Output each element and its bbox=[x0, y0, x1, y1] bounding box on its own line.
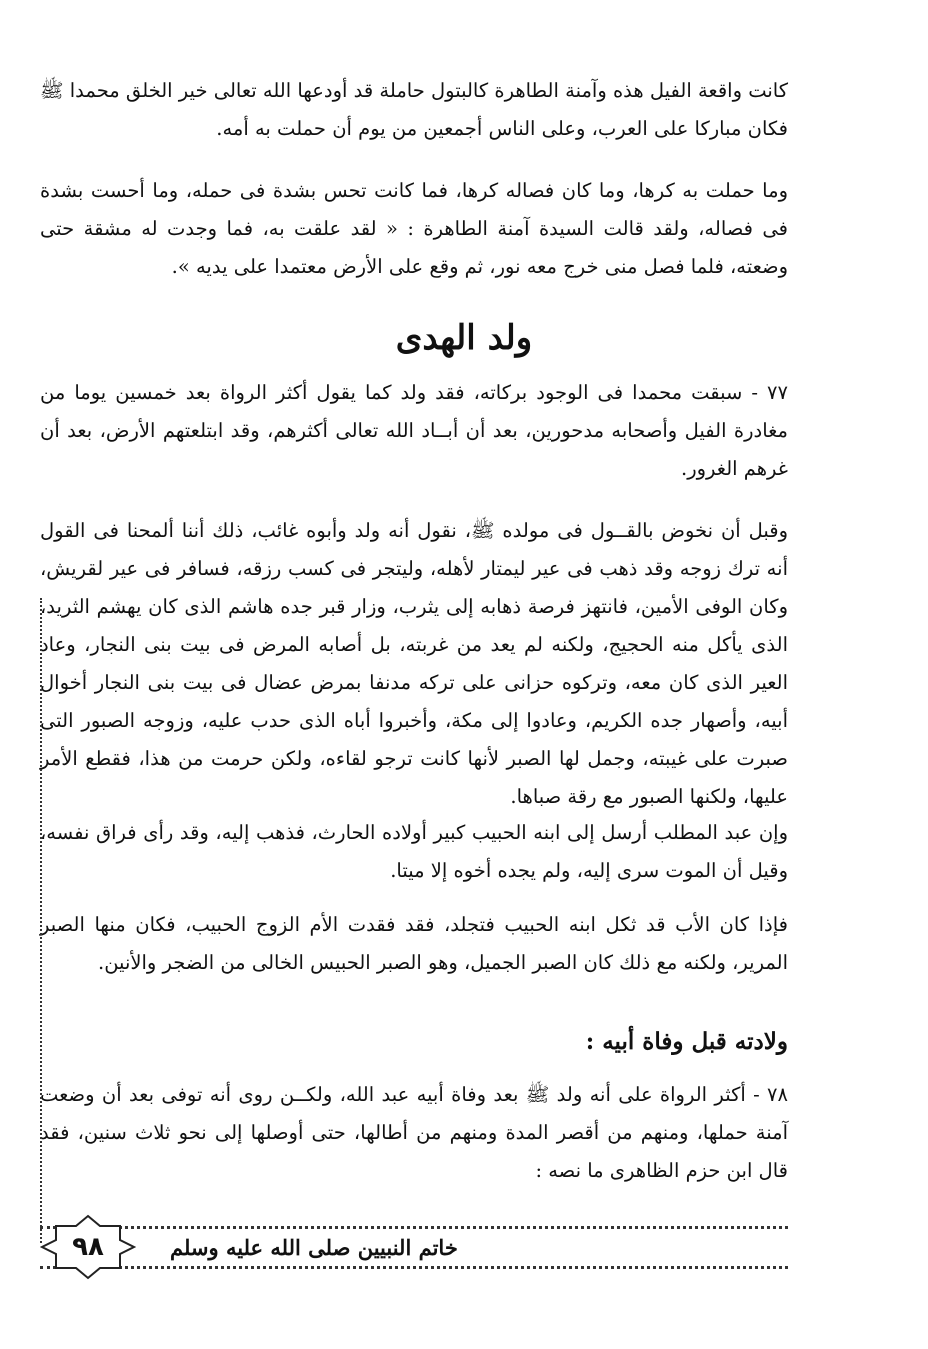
page-number: ٩٨ bbox=[72, 1232, 104, 1262]
paragraph-2: وما حملت به كرها، وما كان فصاله كرها، فما كانت تحس بشدة فى حمله، وما أحست بشدة فى فصاله، ولقد قالت السيدة آمنة الطاهرة : « لقد علقت به، فما وجدت له مشقة حتى وضعته، فلما فصل منى خرج معه نور، ثم وقع على الأرض معتمدا على يديه ». bbox=[40, 179, 788, 278]
paragraph-1: كانت واقعة الفيل هذه وآمنة الطاهرة كالبتول حاملة قد أودعها الله تعالى خير الخلق محمدا ﷺ فكان مباركا على العرب، وعلى الناس أجمعين من يوم أن حملت به أمه. bbox=[40, 79, 788, 140]
section-heading: ولد الهدى bbox=[395, 318, 533, 358]
subsection-heading: ولادته قبل وفاة أبيه : bbox=[585, 1028, 788, 1055]
paragraph-4: وقبل أن نخوض بالقــول فى مولده ﷺ، نقول أنه ولد وأبوه غائب، ذلك أننا ألمحنا فى القول أنه ترك زوجه وقد ذهب فى عير ليمتار لأهله، وليتجر فى كسب رزقه، فسافر فى عير لقريش، وكان الوفى الأمين، فانتهز فرصة ذهابه إلى يثرب، وزار قبر جده هاشم الذى كان يهشم الثريد، الذى يأكل منه الحجيج، ولكنه لم يعد من غربته، بل أصابه المرض فى بيت بنى النجار، وعاد العير الذى كان معه، وتركوه حزانى على تركه مدنفا بمرض عضال فى بيت بنى النجار أخوال أبيه، وأصهار جده الكريم، وعادوا إلى مكة، وأخبروا أباه الذى حدب عليه، وزوجه الصبور التى صبرت على غيبته، وجمل لها الصبر لأنها كانت ترجو لقاءه، ولكن حرمت من هذا، فقطع الأمر عليها، ولكنها الصبور مع رقة صباها. bbox=[40, 519, 788, 808]
paragraph-6: فإذا كان الأب قد ثكل ابنه الحبيب فتجلد، فقد فقدت الأم الزوج الحبيب، فكان منها الصبر المرير، ولكنه مع ذلك كان الصبر الجميل، وهو الصبر الحبيس الخالى من الضجر والأنين. bbox=[40, 913, 788, 974]
paragraph-5: وإن عبد المطلب أرسل إلى ابنه الحبيب كبير أولاده الحارث، فذهب إليه، وقد رأى فراق نفسه، وقيل أن الموت سرى إليه، ولم يجده أخوه إلا ميتا. bbox=[40, 821, 788, 882]
footer-rule-bottom bbox=[40, 1266, 788, 1269]
footer-rule-top bbox=[40, 1226, 788, 1229]
paragraph-3: ٧٧ - سبقت محمدا فى الوجود بركاته، فقد ولد كما يقول أكثر الرواة بعد خمسين يوما من مغادرة الفيل وأصحابه مدحورين، بعد أن أبــاد الله تعالى أكثرهم، وقد ابتلعتهم الأرض، بعد أن غرهم الغرور. bbox=[40, 381, 788, 480]
margin-border-line bbox=[40, 598, 42, 1243]
footer-title: خاتم النبيين صلى الله عليه وسلم bbox=[170, 1235, 458, 1260]
paragraph-7: ٧٨ - أكثر الرواة على أنه ولد ﷺ بعد وفاة أبيه عبد الله، ولكــن روى أنه توفى بعد أن وضعت آمنة حملها، ومنهم من أقصر المدة ومنهم من أطالها، حتى أوصلها إلى نحو ثلاث سنين، فقد قال ابن حزم الظاهرى ما نصه : bbox=[40, 1083, 788, 1182]
